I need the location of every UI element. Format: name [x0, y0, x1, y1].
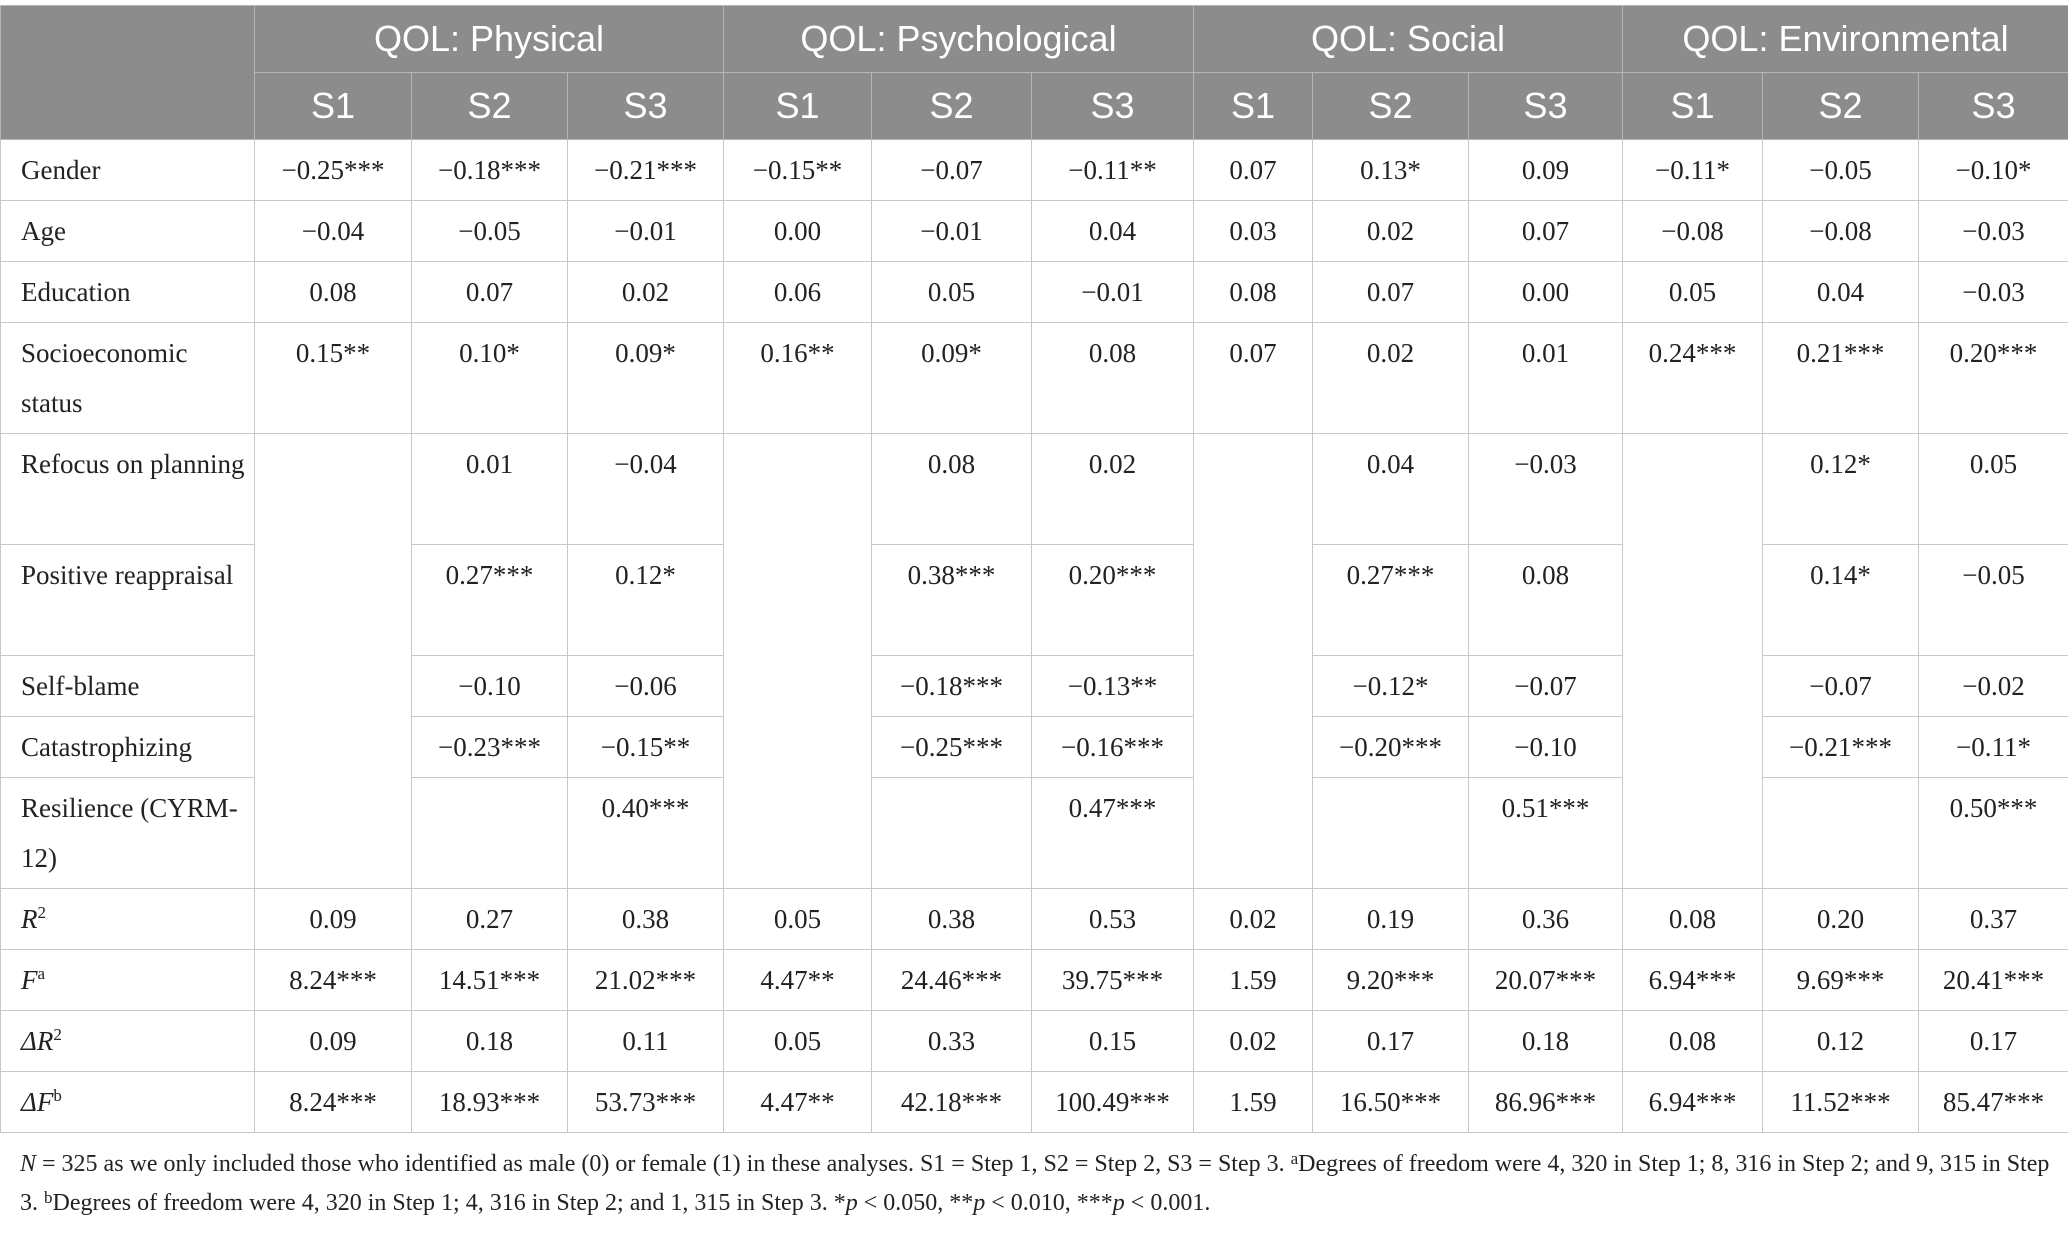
table-cell: −0.11* — [1623, 140, 1763, 201]
table-cell: 0.05 — [1919, 434, 2068, 545]
row-label — [1, 889, 255, 950]
group-header-social: QOL: Social — [1194, 6, 1623, 73]
table-cell: 0.21*** — [1763, 323, 1919, 434]
note-sig-text: < 0.050, ** — [857, 1190, 974, 1216]
table-cell: 4.47** — [724, 1072, 872, 1133]
table-cell: 0.40*** — [568, 778, 724, 889]
row-label: Socioeconomic status — [1, 323, 255, 434]
table-cell: −0.18*** — [872, 656, 1032, 717]
table-cell: 0.08 — [1194, 262, 1313, 323]
table-cell: 0.02 — [1194, 889, 1313, 950]
table-cell: −0.20*** — [1313, 717, 1469, 778]
step-header-row — [1, 73, 2068, 140]
table-cell: 0.19 — [1313, 889, 1469, 950]
table-cell: 11.52*** — [1763, 1072, 1919, 1133]
table-cell: 1.59 — [1194, 1072, 1313, 1133]
table-cell: 0.17 — [1313, 1011, 1469, 1072]
row-label — [1, 950, 255, 1011]
table-cell: −0.01 — [872, 201, 1032, 262]
group-header-physical: QOL: Physical — [255, 6, 724, 73]
table-cell: 0.53 — [1032, 889, 1194, 950]
table-cell: 85.47*** — [1919, 1072, 2068, 1133]
table-cell: 20.07*** — [1469, 950, 1623, 1011]
table-cell: −0.03 — [1919, 262, 2068, 323]
table-cell: −0.13** — [1032, 656, 1194, 717]
table-cell: 0.17 — [1919, 1011, 2068, 1072]
table-cell: −0.10 — [412, 656, 568, 717]
group-header-row — [1, 6, 2068, 73]
table-cell: 0.11 — [568, 1011, 724, 1072]
table-cell: 0.08 — [1032, 323, 1194, 434]
note-n: N — [20, 1151, 37, 1177]
row-label-sup: 2 — [53, 1025, 62, 1044]
table-cell: −0.12* — [1313, 656, 1469, 717]
table-cell: 0.01 — [1469, 323, 1623, 434]
table-cell: 0.09* — [872, 323, 1032, 434]
row-label — [1, 1072, 255, 1133]
note-sup-b: b — [44, 1188, 53, 1207]
table-row-delta-f — [1, 1072, 2068, 1133]
table-cell: −0.07 — [1469, 656, 1623, 717]
row-label: Catastrophizing — [1, 717, 255, 778]
table-cell: 0.20*** — [1919, 323, 2068, 434]
table-cell: −0.05 — [1919, 545, 2068, 656]
table-cell: −0.06 — [568, 656, 724, 717]
table-cell: −0.21*** — [1763, 717, 1919, 778]
table-cell: −0.07 — [1763, 656, 1919, 717]
table-cell: −0.18*** — [412, 140, 568, 201]
note-sig-text: < 0.010, *** — [985, 1190, 1113, 1216]
table-cell: 0.02 — [568, 262, 724, 323]
step-header: S2 — [412, 73, 568, 140]
table-cell: −0.11** — [1032, 140, 1194, 201]
header-corner — [1, 6, 255, 140]
table-cell: 0.12* — [1763, 434, 1919, 545]
table-row-r-squared — [1, 889, 2068, 950]
note-sup-a: a — [1290, 1149, 1299, 1168]
step-header: S2 — [1313, 73, 1469, 140]
table-cell: 0.02 — [1032, 434, 1194, 545]
table-cell: −0.03 — [1919, 201, 2068, 262]
table-cell: 0.07 — [1469, 201, 1623, 262]
table-cell: 0.04 — [1763, 262, 1919, 323]
row-label-sup: 2 — [37, 903, 46, 922]
step-header: S2 — [872, 73, 1032, 140]
merged-empty-cell — [255, 434, 412, 889]
table-cell: −0.01 — [1032, 262, 1194, 323]
table-cell: 0.02 — [1313, 201, 1469, 262]
table-cell: 0.38*** — [872, 545, 1032, 656]
table-cell: 0.37 — [1919, 889, 2068, 950]
table-cell: 0.05 — [872, 262, 1032, 323]
table-cell: −0.10* — [1919, 140, 2068, 201]
table-cell: 0.50*** — [1919, 778, 2068, 889]
table-cell: 39.75*** — [1032, 950, 1194, 1011]
row-label-sup: b — [53, 1086, 62, 1105]
table-cell: 0.08 — [872, 434, 1032, 545]
table-cell: 0.08 — [255, 262, 412, 323]
table-row-education — [1, 262, 2068, 323]
table-cell: −0.23*** — [412, 717, 568, 778]
row-label-main: R — [21, 904, 38, 934]
step-header: S3 — [1469, 73, 1623, 140]
row-label: Age — [1, 201, 255, 262]
table-cell: 0.14* — [1763, 545, 1919, 656]
merged-empty-cell — [724, 434, 872, 889]
table-cell: −0.08 — [1623, 201, 1763, 262]
row-label: Positive reappraisal — [1, 545, 255, 656]
table-cell: 0.20*** — [1032, 545, 1194, 656]
table-cell: −0.21*** — [568, 140, 724, 201]
table-cell: −0.11* — [1919, 717, 2068, 778]
table-row-refocus-on-planning — [1, 434, 2068, 545]
row-label-main: ΔF — [21, 1087, 54, 1117]
table-cell: 0.03 — [1194, 201, 1313, 262]
table-cell: 0.20 — [1763, 889, 1919, 950]
table-cell: 6.94*** — [1623, 950, 1763, 1011]
table-cell: 0.04 — [1313, 434, 1469, 545]
row-label — [1, 1011, 255, 1072]
table-cell: 0.13* — [1313, 140, 1469, 201]
row-label: Education — [1, 262, 255, 323]
table-cell: 8.24*** — [255, 1072, 412, 1133]
table-cell: 6.94*** — [1623, 1072, 1763, 1133]
table-cell: −0.15** — [724, 140, 872, 201]
table-cell: −0.16*** — [1032, 717, 1194, 778]
table-cell: 0.10* — [412, 323, 568, 434]
note-p: p — [845, 1190, 858, 1216]
table-cell: −0.15** — [568, 717, 724, 778]
table-cell: 4.47** — [724, 950, 872, 1011]
table-footnote — [20, 1145, 2050, 1223]
table-row-f — [1, 950, 2068, 1011]
note-p: p — [973, 1190, 986, 1216]
table-cell: 18.93*** — [412, 1072, 568, 1133]
table-cell: 53.73*** — [568, 1072, 724, 1133]
table-cell: 9.20*** — [1313, 950, 1469, 1011]
regression-table — [0, 5, 2068, 1133]
step-header: S3 — [1032, 73, 1194, 140]
table-cell: 0.06 — [724, 262, 872, 323]
table-cell: 0.00 — [1469, 262, 1623, 323]
merged-empty-cell — [1623, 434, 1763, 889]
table-cell: 24.46*** — [872, 950, 1032, 1011]
table-cell: 9.69*** — [1763, 950, 1919, 1011]
table-cell: 21.02*** — [568, 950, 724, 1011]
table-cell: 0.08 — [1623, 889, 1763, 950]
table-cell: 0.07 — [1194, 323, 1313, 434]
table-cell: 0.33 — [872, 1011, 1032, 1072]
table-cell: 0.12* — [568, 545, 724, 656]
table-cell: 0.02 — [1194, 1011, 1313, 1072]
table-cell: 0.04 — [1032, 201, 1194, 262]
table-cell: 0.02 — [1313, 323, 1469, 434]
table-cell: −0.04 — [568, 434, 724, 545]
row-label-sup: a — [37, 964, 46, 983]
group-header-psychological: QOL: Psychological — [724, 6, 1194, 73]
table-cell: 0.05 — [724, 1011, 872, 1072]
table-cell: −0.07 — [872, 140, 1032, 201]
table-cell: 0.18 — [412, 1011, 568, 1072]
row-label: Resilience (CYRM-12) — [1, 778, 255, 889]
table-cell: −0.05 — [412, 201, 568, 262]
note-text-a: Degrees of freedom were 4, 320 in Step 1; 8, 316 in Step 2; and 9, 315 in Step 3. — [20, 1151, 2050, 1216]
table-cell: 0.08 — [1469, 545, 1623, 656]
table-cell: 1.59 — [1194, 950, 1313, 1011]
table-cell: −0.05 — [1763, 140, 1919, 201]
table-cell: 0.09 — [255, 889, 412, 950]
table-cell: 0.47*** — [1032, 778, 1194, 889]
row-label-main: ΔR — [21, 1026, 54, 1056]
note-sig-prefix: * — [833, 1190, 846, 1216]
table-cell: −0.08 — [1763, 201, 1919, 262]
table-cell: 0.15 — [1032, 1011, 1194, 1072]
table-row-age — [1, 201, 2068, 262]
table-cell: 0.09* — [568, 323, 724, 434]
note-p: p — [1112, 1190, 1125, 1216]
table-row-delta-r-squared — [1, 1011, 2068, 1072]
table-cell: 0.08 — [1623, 1011, 1763, 1072]
table-cell: 0.27*** — [412, 545, 568, 656]
table-cell: 0.09 — [1469, 140, 1623, 201]
table-row-gender — [1, 140, 2068, 201]
table-row-socioeconomic-status — [1, 323, 2068, 434]
note-sig-text: < 0.001. — [1124, 1190, 1211, 1216]
table-cell: 0.51*** — [1469, 778, 1623, 889]
step-header: S1 — [724, 73, 872, 140]
table-cell: 0.09 — [255, 1011, 412, 1072]
table-cell: 0.38 — [568, 889, 724, 950]
table-cell: 100.49*** — [1032, 1072, 1194, 1133]
table-cell: −0.25*** — [872, 717, 1032, 778]
table-cell: 0.18 — [1469, 1011, 1623, 1072]
table-cell — [1763, 778, 1919, 889]
table-cell: 0.07 — [412, 262, 568, 323]
table-cell: 86.96*** — [1469, 1072, 1623, 1133]
table-cell: 0.00 — [724, 201, 872, 262]
table-cell: 8.24*** — [255, 950, 412, 1011]
table-cell — [1313, 778, 1469, 889]
table-cell: 42.18*** — [872, 1072, 1032, 1133]
table-cell — [412, 778, 568, 889]
note-text-b: Degrees of freedom were 4, 320 in Step 1; 4, 316 in Step 2; and 1, 315 in Step 3. — [52, 1190, 834, 1216]
table-cell: −0.02 — [1919, 656, 2068, 717]
step-header: S3 — [568, 73, 724, 140]
note-text: = 325 as we only included those who identified as male (0) or female (1) in these analyses. S1 = Step 1, S2 = Step 2, S3 = Step 3. — [36, 1151, 1291, 1177]
table-cell: 0.27*** — [1313, 545, 1469, 656]
step-header: S1 — [1194, 73, 1313, 140]
row-label: Self-blame — [1, 656, 255, 717]
row-label: Refocus on planning — [1, 434, 255, 545]
table-cell: −0.25*** — [255, 140, 412, 201]
step-header: S1 — [1623, 73, 1763, 140]
table-cell: 0.05 — [724, 889, 872, 950]
table-cell: 0.12 — [1763, 1011, 1919, 1072]
table-cell: 0.16** — [724, 323, 872, 434]
table-cell: 20.41*** — [1919, 950, 2068, 1011]
table-cell: 0.38 — [872, 889, 1032, 950]
table-cell: 0.07 — [1313, 262, 1469, 323]
table-cell: −0.10 — [1469, 717, 1623, 778]
step-header: S1 — [255, 73, 412, 140]
table-cell: 0.15** — [255, 323, 412, 434]
table-cell — [872, 778, 1032, 889]
table-cell: 0.05 — [1623, 262, 1763, 323]
merged-empty-cell — [1194, 434, 1313, 889]
table-cell: 0.07 — [1194, 140, 1313, 201]
table-cell: 0.36 — [1469, 889, 1623, 950]
table-cell: 0.27 — [412, 889, 568, 950]
table-cell: 14.51*** — [412, 950, 568, 1011]
step-header: S3 — [1919, 73, 2068, 140]
table-cell: 16.50*** — [1313, 1072, 1469, 1133]
row-label: Gender — [1, 140, 255, 201]
table-cell: −0.03 — [1469, 434, 1623, 545]
group-header-environmental: QOL: Environmental — [1623, 6, 2068, 73]
table-cell: −0.04 — [255, 201, 412, 262]
row-label-main: F — [21, 965, 38, 995]
table-cell: 0.24*** — [1623, 323, 1763, 434]
table-cell: −0.01 — [568, 201, 724, 262]
table-cell: 0.01 — [412, 434, 568, 545]
step-header: S2 — [1763, 73, 1919, 140]
